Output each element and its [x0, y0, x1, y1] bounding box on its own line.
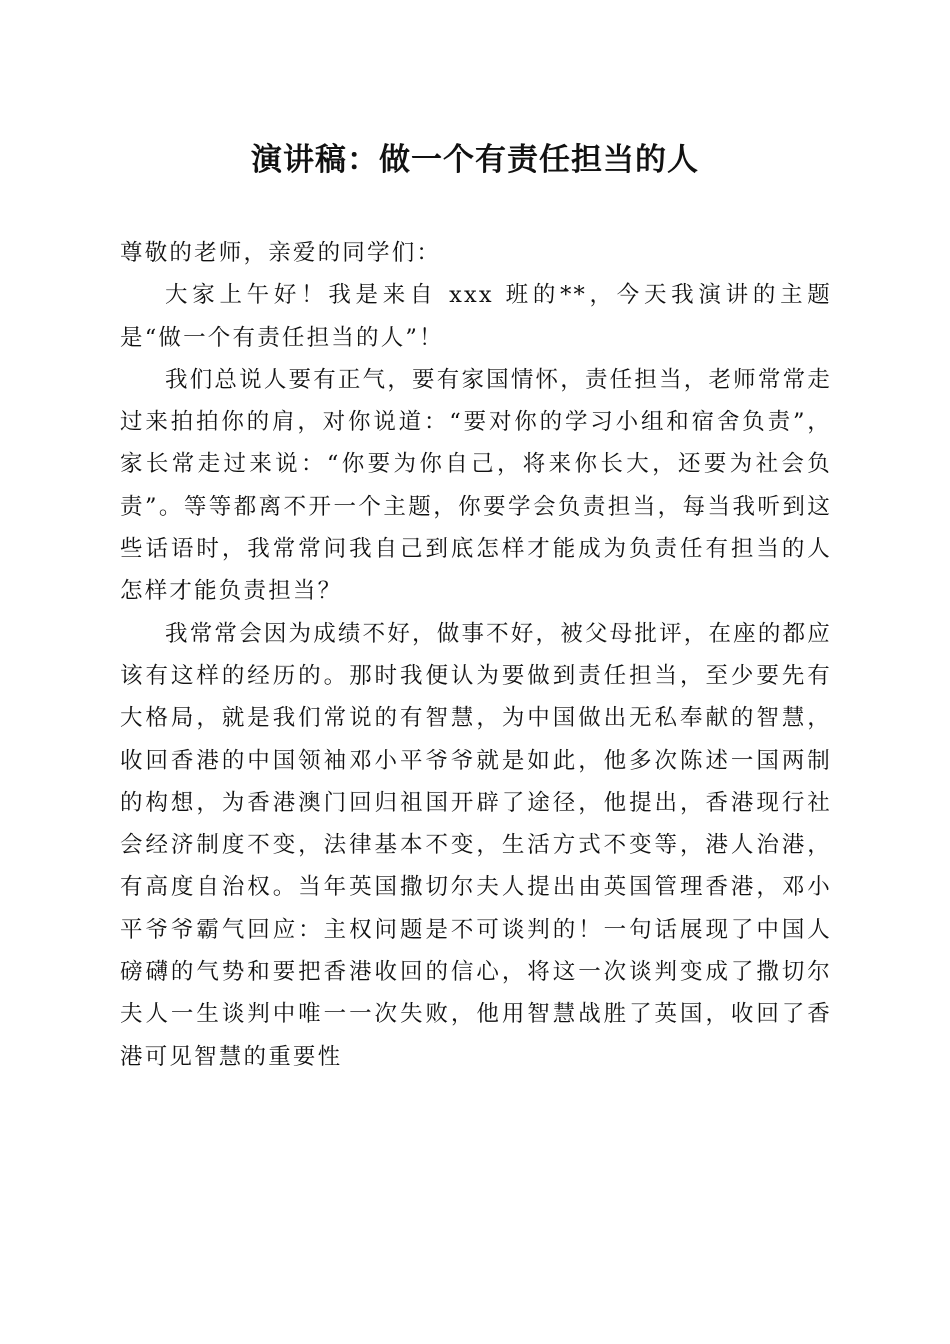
paragraph-responsibility: 我们总说人要有正气，要有家国情怀，责任担当，老师常常走过来拍拍你的肩，对你说道：“要对你的学习小组和宿舍负责”，家长常走过来说：“你要为你自己，将来你长大，还要为社会负责”。等等都离不开一个主题，你要学会负责担当，每当我听到这些话语时，我常常问我自己到底怎样才能成为负责任有担当的人怎样才能负责担当？ — [120, 366, 832, 605]
paragraph-wisdom: 我常常会因为成绩不好，做事不好，被父母批评，在座的都应该有这样的经历的。那时我便认为要做到责任担当，至少要先有大格局，就是我们常说的有智慧，为中国做出无私奉献的智慧，收回香港的中国领袖邓小平爷爷就是如此，他多次陈述一国两制的构想，为香港澳门回归祖国开辟了途径，他提出，香港现行社会经济制度不变，法律基本不变，生活方式不变等，港人治港，有高度自治权。当年英国撒切尔夫人提出由英国管理香港，邓小平爷爷霸气回应：主权问题是不可谈判的！一句话展现了中国人磅礴的气势和要把香港收回的信心，将这一次谈判变成了撒切尔夫人一生谈判中唯一一次失败，他用智慧战胜了英国，收回了香港可见智慧的重要性 — [120, 620, 832, 1070]
salutation: 尊敬的老师，亲爱的同学们： — [120, 240, 442, 266]
document-body — [120, 232, 832, 1078]
paragraph-greeting: 大家上午好！我是来自 xxx 班的**，今天我演讲的主题是“做一个有责任担当的人”！ — [120, 282, 832, 351]
document-title: 演讲稿：做一个有责任担当的人 — [251, 142, 699, 178]
